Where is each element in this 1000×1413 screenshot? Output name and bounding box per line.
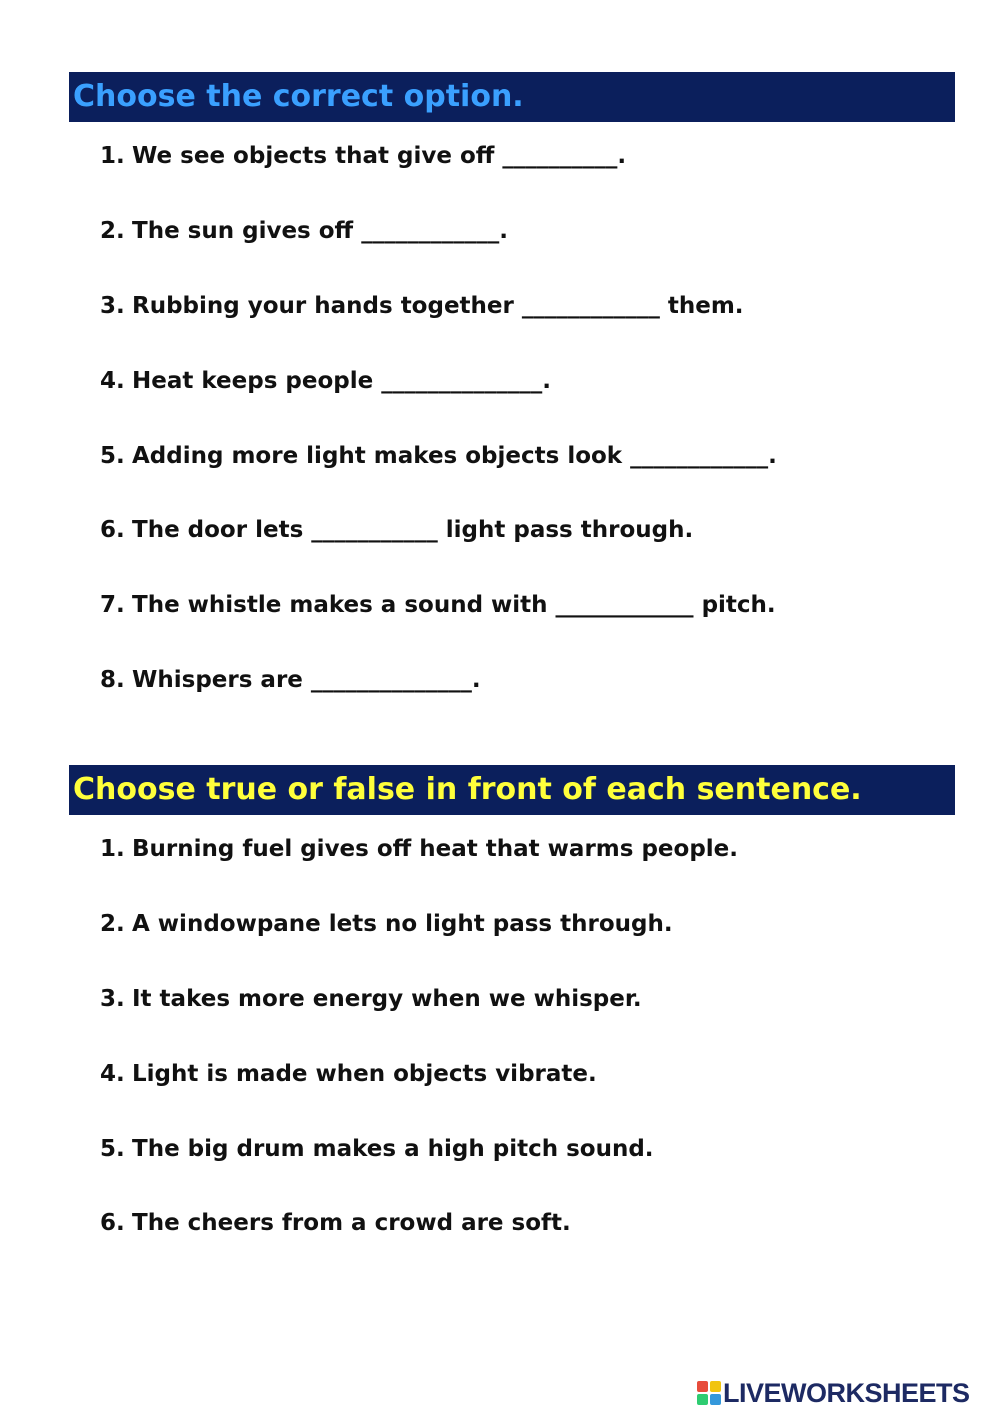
logo-square: [697, 1394, 708, 1405]
question-number: 6.: [100, 1210, 125, 1237]
section-header-true-false: [69, 765, 955, 815]
question-item: [100, 364, 777, 439]
question-number: 6.: [100, 517, 125, 544]
question-text: The cheers from a crowd are soft.: [132, 1210, 571, 1237]
logo-square: [710, 1381, 721, 1392]
question-number: 4.: [100, 367, 125, 394]
section-header-choose-option: [69, 72, 955, 122]
question-number: 7.: [100, 592, 125, 619]
question-number: 3.: [100, 292, 125, 319]
true-false-list: [100, 832, 738, 1281]
fill-in-blank-list: [100, 139, 777, 738]
question-item: [100, 1057, 738, 1132]
section-title: Choose true or false in front of each sentence.: [73, 772, 862, 807]
question-number: 2.: [100, 910, 125, 937]
question-text: The sun gives off ____________.: [132, 217, 508, 244]
question-text: The door lets ___________ light pass through.: [132, 517, 694, 544]
question-text: A windowpane lets no light pass through.: [132, 910, 673, 937]
liveworksheets-watermark: [697, 1376, 970, 1410]
question-number: 5.: [100, 442, 125, 469]
question-item: [100, 1132, 738, 1207]
question-number: 1.: [100, 836, 125, 862]
question-text: It takes more energy when we whisper.: [132, 985, 642, 1012]
question-item: [100, 289, 777, 364]
question-number: 3.: [100, 985, 125, 1012]
question-text: Light is made when objects vibrate.: [132, 1060, 597, 1087]
question-text: Burning fuel gives off heat that warms people.: [132, 836, 739, 862]
logo-square: [697, 1381, 708, 1392]
question-number: 8.: [100, 667, 125, 694]
question-text: The whistle makes a sound with ____________ pitch.: [132, 592, 776, 619]
question-number: 5.: [100, 1135, 125, 1162]
question-item: [100, 1206, 738, 1281]
question-item: [100, 513, 777, 588]
question-text: The big drum makes a high pitch sound.: [132, 1135, 654, 1162]
question-item: [100, 214, 777, 289]
question-item: [100, 439, 777, 514]
question-text: Whispers are ______________.: [132, 667, 481, 694]
question-number: 4.: [100, 1060, 125, 1087]
question-item: [100, 907, 738, 982]
question-text: Rubbing your hands together ____________ them.: [132, 292, 744, 319]
question-item: [100, 663, 777, 738]
liveworksheets-logo-icon: [697, 1381, 721, 1405]
question-number: 1.: [100, 143, 125, 169]
question-item: [100, 588, 777, 663]
question-text: Heat keeps people ______________.: [132, 367, 551, 394]
logo-square: [710, 1394, 721, 1405]
question-item: [100, 139, 777, 214]
section-title: Choose the correct option.: [73, 79, 524, 114]
question-text: Adding more light makes objects look ____________.: [132, 442, 777, 469]
question-item: [100, 982, 738, 1057]
question-number: 2.: [100, 217, 125, 244]
question-text: We see objects that give off __________.: [132, 143, 627, 169]
watermark-text: LIVEWORKSHEETS: [723, 1377, 970, 1408]
question-item: [100, 832, 738, 907]
